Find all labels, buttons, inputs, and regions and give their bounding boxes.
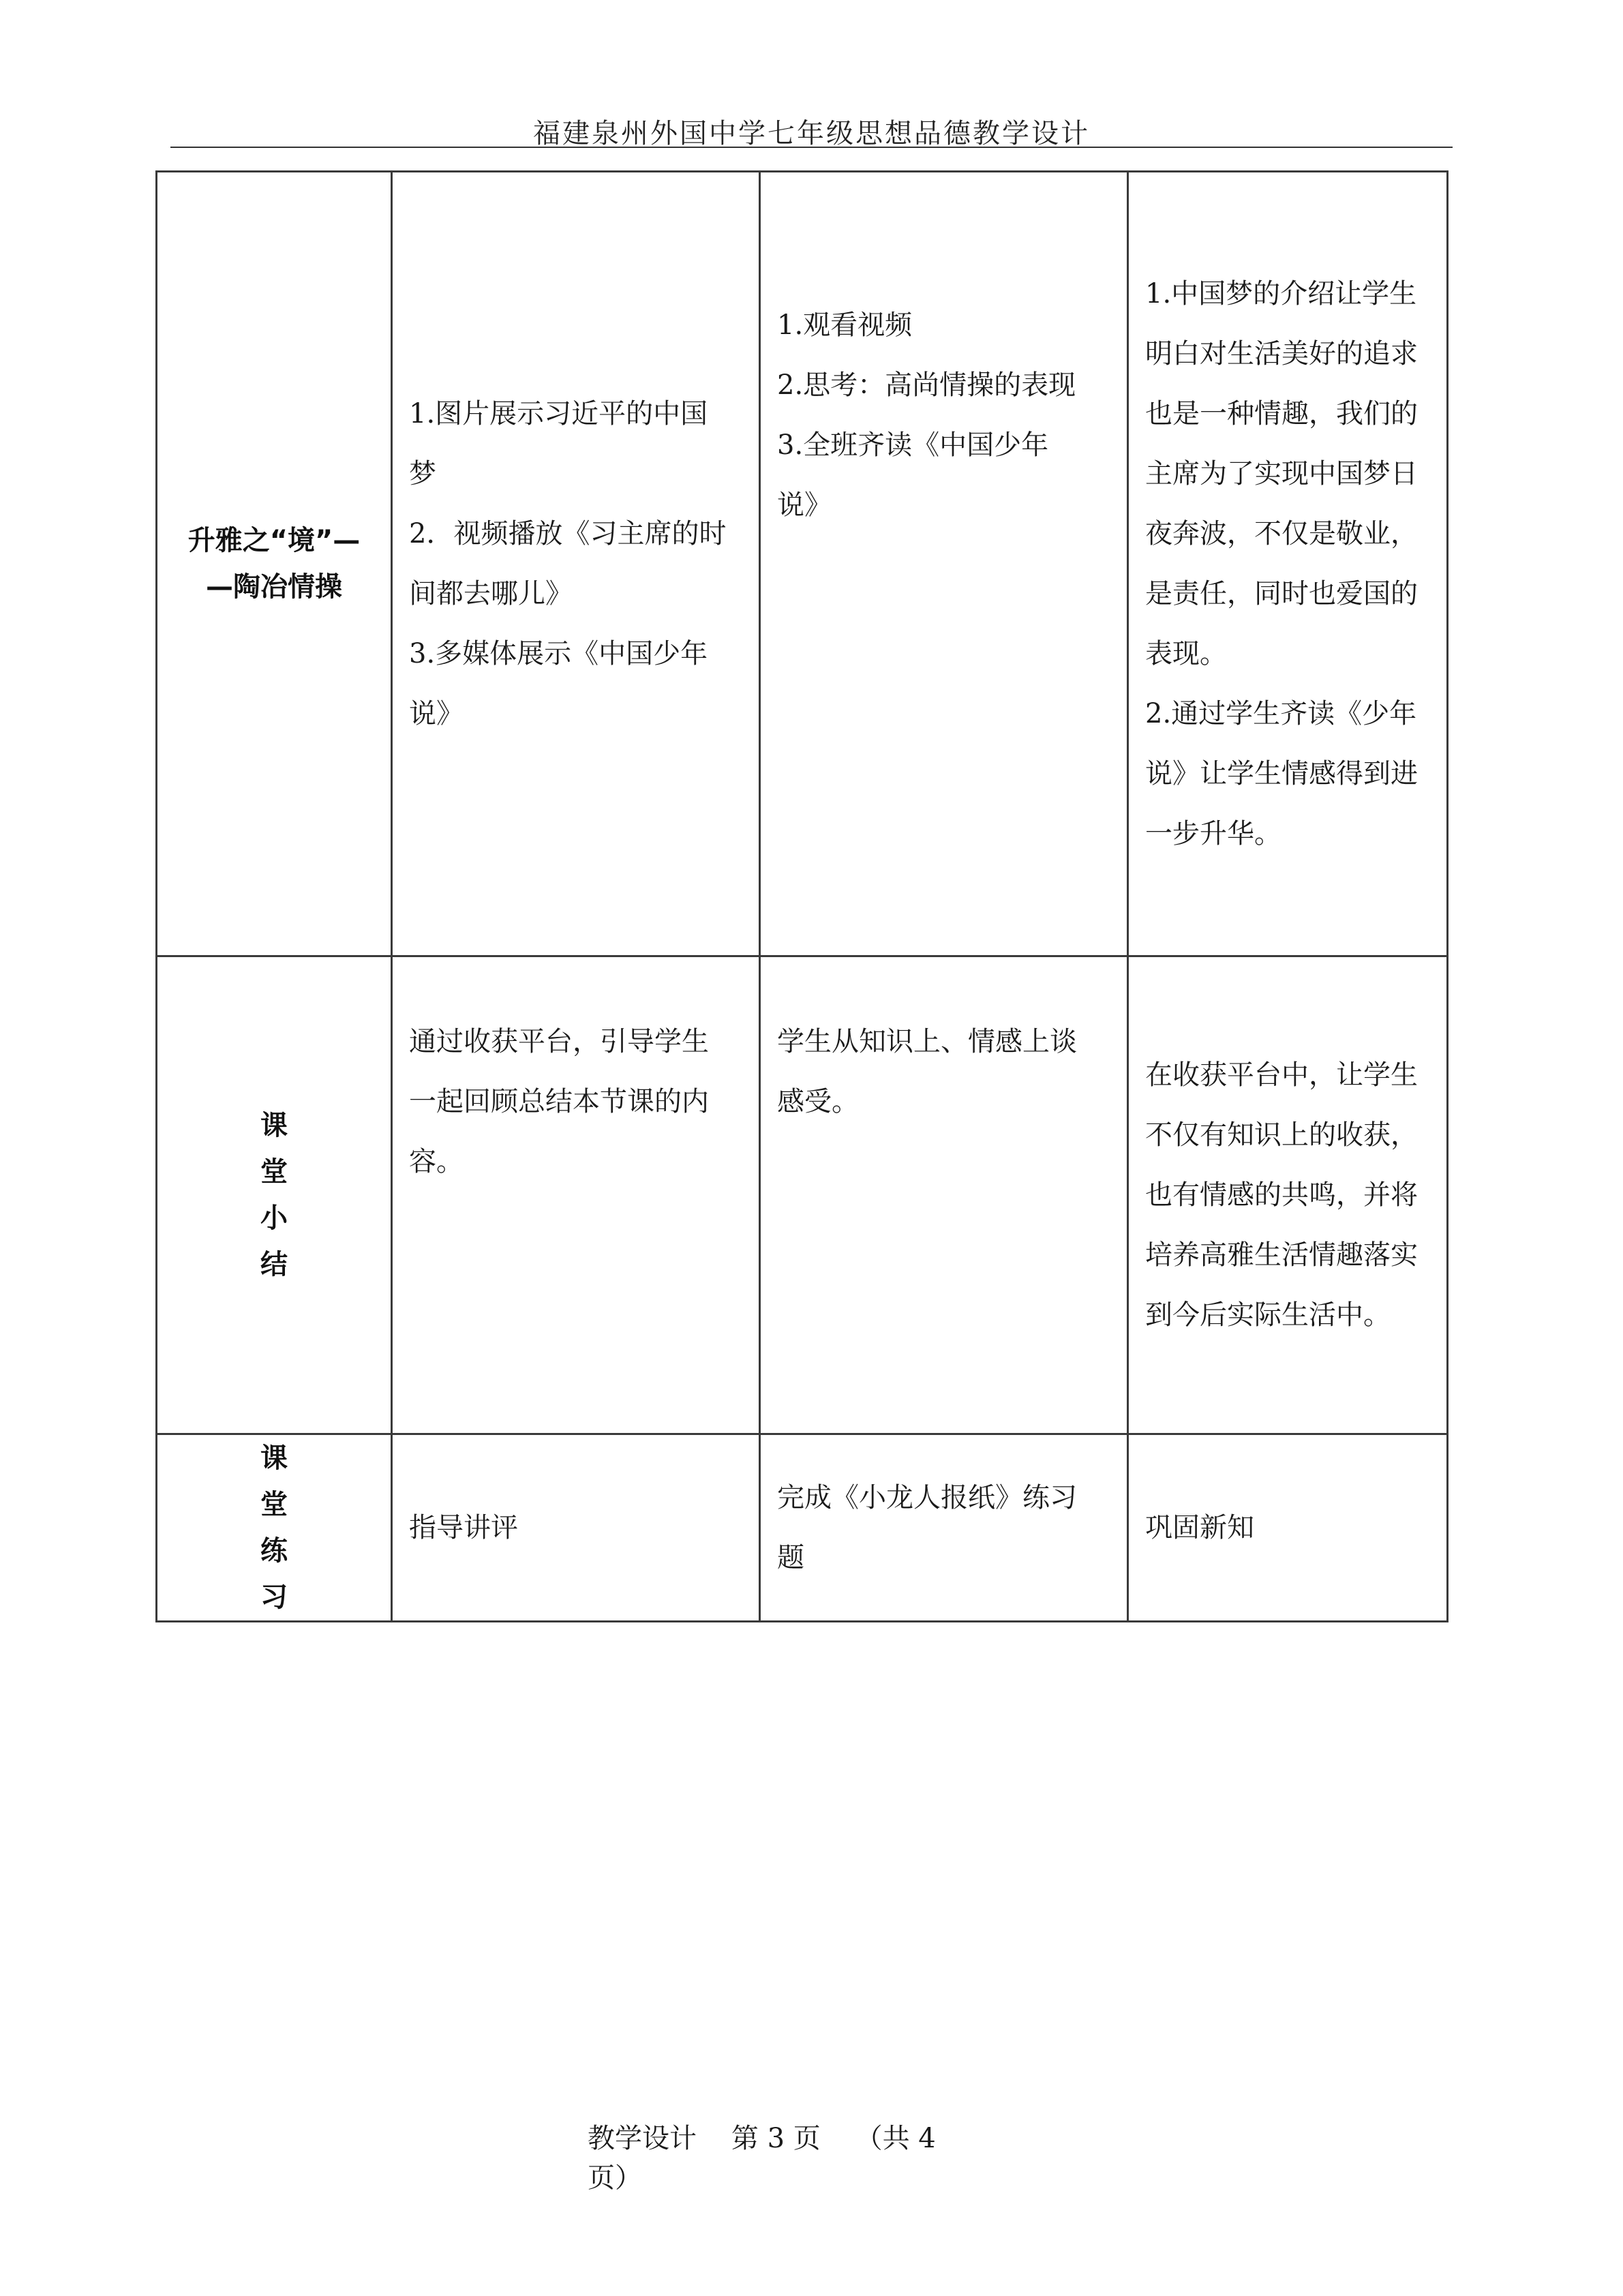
design-intent-cell [1128,172,1448,956]
stage-cell [157,956,392,1434]
page-footer: 教学设计 第 3 页 （共 4 页） [588,2123,936,2194]
page-header-title: 福建泉州外国中学七年级思想品德教学设计 [533,118,1090,149]
student-activity-text: 完成《小龙人报纸》练习 题 [777,1482,1077,1573]
teacher-activity-cell [392,172,760,956]
lesson-plan-table [155,170,1448,1622]
stage-cell [157,1434,392,1622]
student-activity-text: 学生从知识上、情感上谈 感受。 [777,1026,1077,1117]
design-intent-cell [1128,1434,1448,1622]
teacher-activity-text: 指导讲评 [409,1512,518,1543]
student-activity-cell [760,172,1128,956]
design-intent-text: 在收获平台中，让学生 不仅有知识上的收获， 也有情感的共鸣，并将 培养高雅生活情趣落实 到今后实际生活中。 [1145,1059,1418,1331]
stage-label: 课 堂 练 习 [260,1442,288,1613]
header-divider [170,147,1453,148]
stage-label: 升雅之“境”— —陶冶情操 [187,525,361,603]
table-row [157,956,1448,1434]
student-activity-cell [760,1434,1128,1622]
student-activity-cell [760,956,1128,1434]
table-row [157,172,1448,956]
teacher-activity-cell [392,1434,760,1622]
teacher-activity-text: 通过收获平台，引导学生 一起回顾总结本节课的内 容。 [409,1026,709,1177]
table-row [157,1434,1448,1622]
stage-cell [157,172,392,956]
teacher-activity-text: 1.图片展示习近平的中国 梦 2．视频播放《习主席的时 间都去哪儿》 3.多媒体展示《中国少年 说》 [409,398,727,729]
student-activity-text: 1.观看视频 2.思考：高尚情操的表现 3.全班齐读《中国少年 说》 [777,309,1076,521]
stage-label: 课 堂 小 结 [260,1110,288,1280]
design-intent-text: 巩固新知 [1145,1512,1254,1543]
teacher-activity-cell [392,956,760,1434]
design-intent-text: 1.中国梦的介绍让学生 明白对生活美好的追求 也是一种情趣，我们的 主席为了实现中国梦日 夜奔波，不仅是敬业， 是责任，同时也爱国的 表现。 2.通过学生齐读《少年 说》让学生情感得到进 一步升华。 [1145,278,1418,849]
design-intent-cell [1128,956,1448,1434]
